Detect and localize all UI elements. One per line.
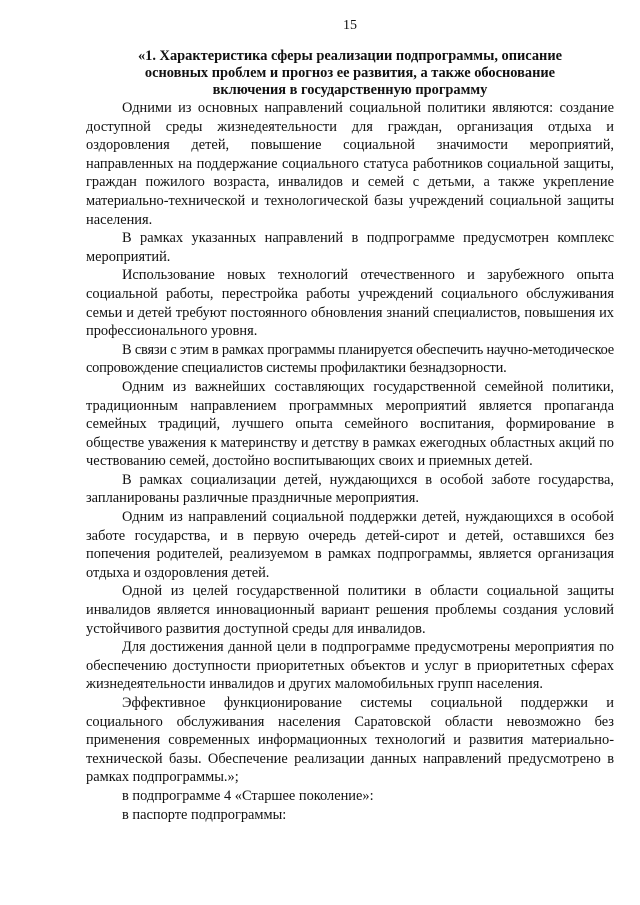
paragraph: В рамках указанных направлений в подпрограмме предусмотрен комплекс мероприятий. — [86, 230, 614, 265]
paragraph: Одними из основных направлений социальной политики являются: создание доступной среды жизнедеятельности для граждан, организация отдыха и оздоровления детей, повышение социальной значимости мероприятий, направленных на поддержание социального статуса работников социальной защиты, граждан пожилого возраста, инвалидов и семей с детьми, а также укрепление материально-технической и технологической базы учреждений социальной защиты населения. — [86, 100, 614, 228]
page-number: 15 — [343, 18, 357, 33]
paragraph: Одним из важнейших составляющих государственной семейной политики, традиционным направлением программных мероприятий является пропаганда семейных традиций, лучшего опыта семейного воспитания, формирование в обществе уважения к материнству и детству в рамках ежегодных областных акций по чествованию семей, достойно воспитывающих своих и приемных детей. — [86, 378, 614, 470]
paragraph: В связи с этим в рамках программы планируется обеспечить научно-методическое сопровождение специалистов системы профилактики безнадзорности. — [86, 341, 614, 377]
body-text — [86, 99, 614, 824]
heading-line: «1. Характеристика сферы реализации подпрограммы, описание — [137, 48, 563, 64]
heading-line: основных проблем и прогноз ее развития, а также обоснование — [144, 65, 556, 81]
paragraph: в подпрограмме 4 «Старшее поколение»: — [122, 787, 374, 804]
paragraph: В рамках социализации детей, нуждающихся в особой заботе государства, запланированы различные праздничные мероприятия. — [86, 471, 614, 507]
section-heading — [86, 48, 614, 99]
paragraph: в паспорте подпрограммы: — [122, 806, 287, 823]
document-page — [86, 18, 614, 824]
paragraph: Эффективное функционирование системы социальной поддержки и социального обслуживания населения Саратовской области невозможно без применения современных информационных технологий и развития материально-технической базы. Обеспечение реализации данных направлений предусмотрено в рамках подпрограммы.»; — [86, 695, 614, 786]
paragraph: Для достижения данной цели в подпрограмме предусмотрены мероприятия по обеспечению доступности приоритетных объектов и услуг в приоритетных сферах жизнедеятельности инвалидов и других маломобильных групп населения. — [86, 639, 614, 693]
heading-line: включения в государственную программу — [212, 82, 488, 98]
paragraph: Использование новых технологий отечественного и зарубежного опыта социальной работы, перестройка работы учреждений социального обслуживания семьи и детей требуют постоянного обновления знаний специалистов, повышения их профессионального уровня. — [86, 267, 614, 340]
paragraph: Одним из направлений социальной поддержки детей, нуждающихся в особой заботе государства, и в первую очередь детей-сирот и детей, оставшихся без попечения родителей, реализуемом в рамках подпрограммы, является организация отдыха и оздоровления детей. — [86, 509, 614, 581]
paragraph: Одной из целей государственной политики в области социальной защиты инвалидов является инновационный вариант решения проблемы создания условий устойчивого развития доступной среды для инвалидов. — [86, 583, 614, 637]
